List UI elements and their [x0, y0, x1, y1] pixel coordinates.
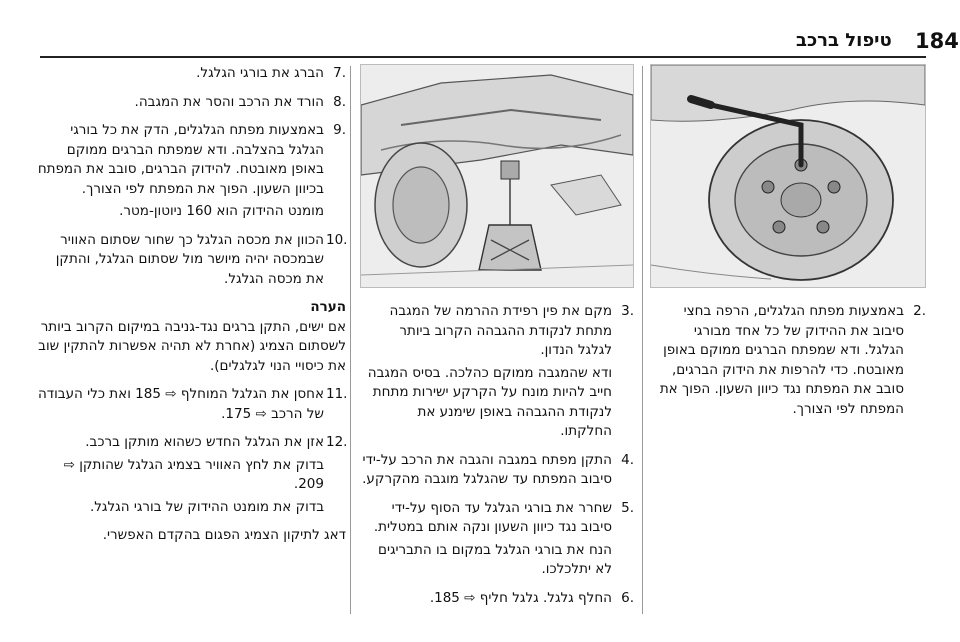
step-text: הנח את בורגי הגלגל במקום בו התבריגים לא יתלכלכו.: [377, 541, 612, 577]
step-text: הכוון את מכסה הגלגל כך שחור שסתום האוויר שבמכסה יהיה מיושר מול שסתום הגלגל, והתקן את מכסה הגלגל.: [55, 231, 324, 287]
step-number: 6.: [621, 589, 634, 606]
step-12: [36, 433, 346, 517]
step-text: אחסן את הגלגל המוחלף ⇨ 185 ואת כלי העבודה של הרכב ⇨ 175.: [37, 386, 324, 422]
left-column: [36, 64, 346, 546]
step-text: שחרר את בורגי הגלגל עד הסוף על-ידי סיבוב נגד כיוון השעון ונקה אותם במטלית.: [373, 499, 612, 535]
step-11: [36, 385, 346, 424]
step-text: ודא שהמגבה ממוקם כהלכה. בסיס המגבה חייב להיות מונח על הקרקע ישירות מתחת לנקודת ההגבהה באופן שימנע את החלקתו.: [367, 364, 612, 439]
step-3: [362, 302, 634, 442]
page-number: 184: [915, 29, 959, 53]
step-text: התקן מפתח במגבה והגבה את הרכב על-ידי סיבוב המפתח עד שהגלגל מוגבה מהקרקע.: [362, 451, 612, 487]
page-title: טיפול ברכב: [796, 30, 892, 51]
torque-value-text: מומנט ההידוק הוא 160 ניוטון-מטר.: [119, 203, 324, 219]
step-8: [36, 93, 346, 113]
step-7: [36, 64, 346, 84]
note-heading: הערה: [310, 299, 346, 315]
step-number: 5.: [621, 499, 634, 516]
step-number: 11.: [326, 386, 348, 402]
middle-column: [362, 64, 634, 617]
step-2: [652, 302, 926, 419]
column-divider: [642, 66, 643, 614]
step-5: [362, 499, 634, 580]
step-text: באמצעות מפתח הגלגלים, הדק את כל בורגי הגלגל בהצלבה. ודא שמפתח הברגים ממוקם באופן מאובטח. להידוק הברגים, סובב את המפתח בכיוון השעון. הפוך את המפתח לפי הצורך.: [37, 122, 324, 197]
wheel-wrench-illustration: [650, 64, 926, 288]
step-number: 12.: [326, 434, 348, 450]
step-number: 9.: [333, 122, 346, 138]
note-text: אם ישים, התקן ברגים נגד-גניבה במיקום הקרוב ביותר לשסתום הצמיג (אחרת לא תהיה אפשרות להתקין שוב את כיסויי הנוי לגלגלים).: [38, 318, 346, 374]
step-10: [36, 231, 346, 290]
jack-illustration: [360, 64, 634, 288]
step-6: [362, 589, 634, 609]
step-text: החלף גלגל. גלגל חליף ⇨ 185.: [429, 589, 612, 606]
step-text: הורד את הרכב והסר את המגבה.: [134, 93, 324, 110]
step-number: 4.: [621, 451, 634, 468]
step-text: הברג את בורגי הגלגל.: [196, 65, 324, 81]
step-number: 7.: [333, 65, 346, 81]
step-number: 8.: [333, 93, 346, 110]
step-number: 3.: [621, 303, 634, 319]
step-text: באמצעות מפתח הגלגלים, הרפה בחצי סיבוב את ההידוק של כל אחד מבורגי הגלגל. ודא שמפתח הברגים ממוקם באופן מאובטח. כדי להרפות את הידוק הברגים, סובב את המפתח נגד כיוון השעון. הפוך את המפתח לפי הצורך.: [659, 303, 904, 417]
step-number: 10.: [326, 231, 348, 248]
step-4: [362, 451, 634, 490]
step-text: בדוק את לחץ האוויר בצמיג הגלגל שהותקן ⇨ 209.: [63, 456, 324, 492]
step-text: מקם את פין רפידת ההרמה של המגבה מתחת לנקודת ההגבהה הקרוב ביותר לגלגל הנדון.: [389, 303, 612, 358]
step-text: בדוק את מומנט ההידוק של בורגי הגלגל.: [89, 498, 324, 515]
step-9: [36, 121, 346, 222]
step-text: אזן את הגלגל החדש כשהוא מותקן ברכב.: [85, 434, 324, 450]
right-column: [652, 64, 926, 428]
closing-text: דאג לתיקון הצמיג הפגום בהקדם האפשרי.: [102, 527, 346, 543]
step-number: 2.: [913, 303, 926, 319]
column-divider: [350, 66, 351, 614]
page-header: [40, 22, 959, 58]
note-box: [36, 298, 346, 376]
